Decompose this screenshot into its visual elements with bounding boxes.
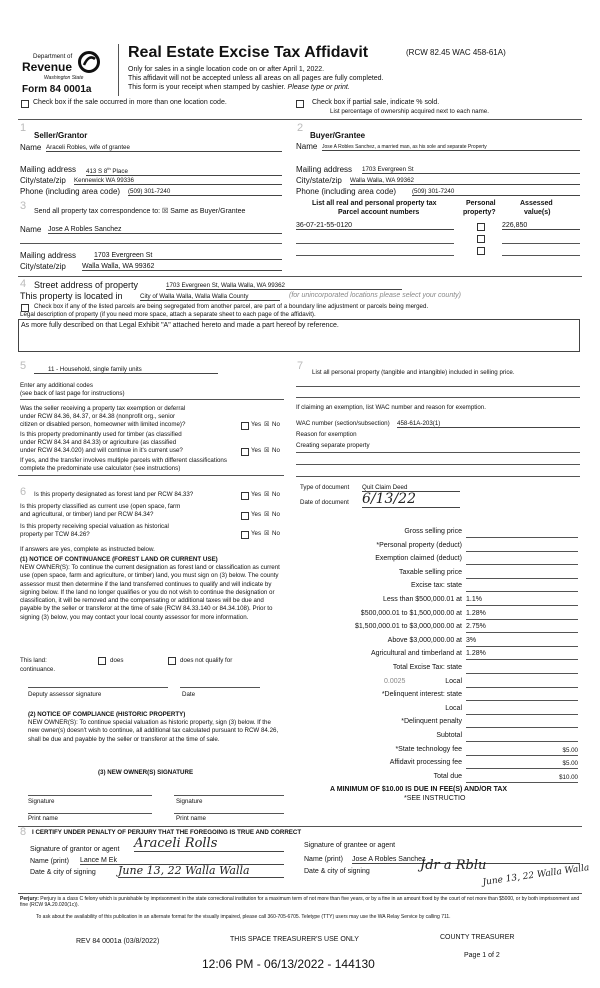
current-use-q2b: and agricultural, or timber) land per RCW 84.34? (20, 511, 154, 518)
section-number-1: 1 (20, 122, 27, 134)
tax-row-value[interactable] (466, 665, 578, 674)
notice1-text: NEW OWNER(S): To continue the current designation as forest land or classification as current use (open space, farm and agriculture, or timber) land, you must sign on (3) below. The county assessor must then determine if the land transferred continues to qualify and will indicate by signing below. If the land no longer qualifies or you do not wish to continue the designation or classification, it will be removed and the compensating or additional taxes will be due and payable by the seller or transferor at the time of sale (RCW 84.33.140 or 84.34.108). Prior to signing (3) below, you may contact your local county assessor for more information. (20, 564, 280, 621)
historical-no-checkbox[interactable]: ☒ (264, 530, 270, 537)
owner-print-label-1: Print name (28, 815, 58, 822)
tax-row-value[interactable] (466, 706, 578, 715)
street-label: Street address of property (34, 280, 139, 290)
current-use-no-label: No (272, 511, 280, 518)
correspondence-city-field[interactable]: Walla Walla, WA 99362 (82, 263, 282, 271)
exemption-no-checkbox[interactable]: ☒ (264, 421, 270, 428)
section-number-3: 3 (20, 200, 27, 212)
grantor-name-field[interactable]: Lance M Ek (80, 857, 284, 865)
forest-no-checkbox[interactable]: ☒ (264, 491, 270, 498)
tax-row-label: Agricultural and timberland at (370, 650, 462, 658)
tax-row-label: Exemption claimed (deduct) (375, 555, 462, 563)
legal-label: Legal description of property (if you need more space, attach a separate sheet to each page of the affidavit). (20, 311, 316, 318)
tax-row-label: Total Excise Tax: state (392, 664, 462, 671)
section-number-7: 7 (297, 360, 304, 372)
tax-row-value[interactable] (466, 570, 578, 579)
tax-row-value[interactable]: $10.00 (466, 774, 578, 783)
section-number-5: 5 (20, 360, 27, 372)
grantee-signature[interactable]: Jdr a Rblu (420, 858, 487, 873)
parcel-header-3a: Assessed (520, 200, 553, 207)
buyer-mail-label: Mailing address (296, 165, 353, 174)
multi-location-checkbox[interactable] (21, 100, 29, 108)
same-as-buyer-checkbox[interactable]: ☒ (162, 208, 169, 215)
grantor-date-label: Date & city of signing (30, 869, 96, 876)
timber-q2b: under RCW 84.34 and 84.33) or agriculture (as classified (20, 439, 177, 446)
correspondence-mail-field[interactable]: 1703 Evergreen St (94, 252, 282, 260)
tax-row-rate: 3% (466, 636, 477, 644)
forest-q1: Is this property designated as forest land per RCW 84.33? (34, 491, 194, 498)
seller-mail-label: Mailing address (20, 165, 77, 174)
tax-row-label: Gross selling price (404, 528, 462, 535)
segregated-label: Check box if any of the listed parcels are being segregated from another parcel, are part of a boundary line adjustment or parcels being merged. (34, 303, 429, 310)
parcel-header-3b: value(s) (524, 209, 551, 216)
tax-row-value[interactable] (466, 556, 578, 565)
grantee-date-label: Date & city of signing (304, 868, 370, 875)
current-use-no-checkbox[interactable]: ☒ (264, 511, 270, 518)
tax-row-value[interactable] (466, 529, 578, 538)
subtitle-1: Only for sales in a single location code on or after April 1, 2022. (128, 66, 325, 73)
seller-name-label: Name (20, 143, 42, 152)
form-number: Form 84 0001a (22, 84, 92, 95)
minimum-due-note: A MINIMUM OF $10.00 IS DUE IN FEE(S) AND/OR TAX (330, 786, 508, 793)
historical-no-label: No (272, 530, 280, 537)
answer-note: If answers are yes, complete as instructed below. (20, 546, 155, 553)
tax-row-label: $500,000.01 to $1,500,000.00 at (360, 609, 462, 617)
owner-print-label-2: Print name (176, 815, 206, 822)
tax-row-label: *State technology fee (395, 745, 462, 753)
exemption-yes-label: Yes (251, 421, 262, 428)
tax-row-label: Taxable selling price (398, 568, 462, 576)
located-hint: (for unincorporated locations please select your county) (289, 292, 461, 299)
personal-property-label: List all personal property (tangible and intangible) included in selling price. (312, 369, 515, 376)
historical-q3a: Is this property receiving special valuation as historical (20, 523, 169, 530)
grantor-date-field[interactable]: June 13, 22 Walla Walla (118, 864, 284, 878)
tax-row-rate: 1.28% (466, 650, 486, 658)
forest-yes-checkbox[interactable] (241, 492, 249, 500)
land-use-code[interactable]: 11 - Household, single family units (34, 366, 218, 374)
tax-row-label: Above $3,000,000.00 at (387, 636, 462, 644)
dept-line1: Department of (33, 53, 73, 60)
tax-row-value[interactable]: $5.00 (466, 747, 578, 756)
parcel-header-1a: List all real and personal property tax (312, 200, 437, 207)
historical-q3b: property per TCW 84.26? (20, 531, 90, 538)
timber-no-checkbox[interactable]: ☒ (264, 447, 270, 454)
buyer-name-field[interactable]: Jose A Robles Sanchez, a married man, as his sole and separate Property (322, 144, 580, 151)
correspondence-name-field[interactable]: Jose A Robles Sanchez (48, 226, 282, 234)
correspondence-name-label: Name (20, 225, 42, 234)
land-does-not-label: does not qualify for (180, 657, 233, 664)
grantor-signature-label: Signature of grantor or agent (30, 846, 120, 853)
land-does-label: does (110, 657, 124, 664)
reason-label: Reason for exemption (296, 431, 357, 438)
current-use-yes-label: Yes (251, 511, 262, 518)
tax-row-value[interactable] (466, 692, 578, 701)
notice3-title: (3) NEW OWNER(S) SIGNATURE (98, 769, 194, 776)
buyer-heading: Buyer/Grantee (310, 131, 366, 140)
personal-property-checkbox-1[interactable] (477, 223, 485, 231)
exemption-q1c: citizen or disabled person, homeowner with limited income)? (20, 421, 186, 428)
seller-phone-field[interactable]: (509) 301-7240 (128, 188, 282, 196)
section-number-4: 4 (20, 278, 27, 290)
tax-row-label: Total due (433, 772, 462, 780)
tax-row-label: *Personal property (deduct) (376, 541, 462, 549)
tax-row-label: *Delinquent penalty (401, 718, 462, 726)
buyer-phone-field[interactable]: (509) 301-7240 (412, 188, 580, 196)
timber-q2c: under RCW 84.34.020) and will continue in it's current use? (20, 447, 183, 454)
buyer-name-label: Name (296, 142, 318, 151)
certify-heading: I CERTIFY UNDER PENALTY OF PERJURY THAT THE FOREGOING IS TRUE AND CORRECT (32, 829, 302, 836)
reason-field[interactable]: Creating separate property (296, 442, 370, 449)
county-treasurer-label: COUNTY TREASURER (440, 934, 515, 941)
tax-row-label: $1,500,000.01 to $3,000,000.00 at (354, 623, 462, 631)
owner-signature-label-2: Signature (176, 798, 203, 805)
tax-row-value[interactable] (466, 638, 578, 647)
page-number: Page 1 of 2 (464, 952, 500, 959)
tax-row-value[interactable] (466, 733, 578, 742)
seller-heading: Seller/Grantor (34, 131, 88, 140)
timber-q2a: Is this property predominantly used for timber (as classified (20, 431, 182, 438)
correspondence-mail-label: Mailing address (20, 251, 77, 260)
tax-row-label: Subtotal (436, 732, 462, 739)
tax-row-value[interactable] (466, 719, 578, 728)
historical-yes-checkbox[interactable] (241, 531, 249, 539)
correspondence-label: Send all property tax correspondence to: ☒ Same as Buyer/Grantee (34, 208, 246, 215)
exemption-yes-checkbox[interactable] (241, 422, 249, 430)
grantee-name-field[interactable]: Jose A Robles Sanchez (352, 856, 580, 864)
legal-description-field[interactable]: As more fully described on that Legal Exhibit "A" attached hereto and made a part hereof by reference. (18, 319, 580, 352)
tax-row-label: Local (445, 704, 462, 712)
document-date-field[interactable]: 6/13/22 (362, 491, 460, 508)
tax-row-rate: 1.28% (466, 609, 486, 617)
grantee-name-label: Name (print) (304, 856, 343, 863)
see-instructions-note: *SEE INSTRUCTIO (404, 795, 466, 802)
document-date-label: Date of document (300, 499, 349, 506)
wac-label: WAC number (section/subsection) (296, 420, 390, 427)
form-title: Real Estate Excise Tax Affidavit (128, 44, 369, 61)
dept-line3: Washington State (44, 75, 84, 81)
forest-yes-label: Yes (251, 491, 262, 498)
assessed-value-1[interactable]: 226,850 (502, 222, 580, 230)
partial-sale-label: Check box if partial sale, indicate % sold. (312, 99, 440, 106)
tax-row-value[interactable] (466, 543, 578, 552)
located-label: This property is located in (20, 291, 123, 301)
perjury-notice: Perjury: Perjury is a class C felony which is punishable by imprisonment in the state correctional institution for a maximum term of not more than five years, or by a fine in an amount fixed by the court of not more than $5000, or by both imprisonment and fine (RCW 9A.20.020(1c)). (20, 896, 580, 908)
tax-row-label: *Delinquent interest: state (381, 691, 462, 699)
tax-row-label: Affidavit processing fee (389, 759, 462, 767)
personal-property-checkbox-2[interactable] (477, 235, 485, 243)
classification-note-a: If yes, and the transfer involves multiple parcels with different classifications (20, 457, 227, 464)
seller-phone-label: Phone (including area code) (20, 187, 121, 196)
land-label: This land: (20, 657, 47, 664)
forest-no-label: No (272, 491, 280, 498)
correspondence-city-label: City/state/zip (20, 262, 66, 271)
buyer-city-label: City/state/zip (296, 176, 342, 185)
tax-row-label: Excise tax: state (411, 582, 462, 590)
parcel-header-1b: Parcel account numbers (338, 209, 420, 216)
tax-row-value[interactable]: $5.00 (466, 760, 578, 769)
parcel-header-2a: Personal (466, 200, 496, 207)
tax-row-value[interactable] (466, 597, 578, 606)
street-field[interactable]: 1703 Evergreen St, Walla Walla, WA 99362 (166, 282, 402, 290)
tax-row-label: Local (445, 677, 462, 685)
grantee-date-field[interactable]: June 13, 22 Walla Walla (482, 863, 591, 888)
dept-logo-text: Revenue (22, 60, 73, 74)
notice2-text: NEW OWNER(S): To continue special valuation as historic property, sign (3) below. If the new owner(s) doesn't wish to continue, all additional tax calculated pursuant to RCW 84.26, shall be due and payable by the seller or transferor at the time of sale. (28, 719, 279, 743)
document-type-field[interactable]: Quit Claim Deed (362, 484, 460, 492)
assessor-signature-label: Deputy assessor signature (28, 691, 102, 698)
partial-sale-checkbox[interactable] (296, 100, 304, 108)
seller-mail-field[interactable]: 413 S 8th Place (86, 166, 282, 176)
section-number-8: 8 (20, 826, 27, 838)
revision-label: REV 84 0001a (03/8/2022) (76, 938, 160, 945)
current-use-yes-checkbox[interactable] (241, 512, 249, 520)
seller-city-label: City/state/zip (20, 176, 66, 185)
revenue-logo-icon (78, 51, 100, 78)
parcel-header-2b: property? (463, 209, 496, 216)
seller-city-field[interactable]: Kennewick WA 99336 (74, 177, 282, 185)
document-type-label: Type of document (300, 484, 350, 491)
subtitle-2: This affidavit will not be accepted unless all areas on all pages are fully completed. (128, 75, 384, 82)
subtitle-3: This form is your receipt when stamped by cashier. Please type or print. (128, 84, 350, 91)
availability-note: To ask about the availability of this publication in an alternate format for the visually impaired, please call 360-705-6705. Teletype (TTY) users may use the WA Relay Service by calling 711. (36, 914, 451, 920)
buyer-mail-field[interactable]: 1703 Evergreen St (362, 166, 580, 174)
tax-row-label: Less than $500,000.01 at (382, 596, 462, 603)
tax-row-value[interactable] (466, 611, 578, 620)
land-does-not-checkbox[interactable] (168, 657, 176, 665)
timber-no-label: No (272, 447, 280, 454)
recording-stamp: 12:06 PM - 06/13/2022 - 144130 (202, 957, 375, 971)
assessor-date-label: Date (182, 691, 196, 698)
notice2-title: (2) NOTICE OF COMPLIANCE (HISTORIC PROPERTY) (28, 711, 186, 718)
grantor-name-label: Name (print) (30, 858, 69, 865)
continuance-label: continuance. (20, 666, 56, 673)
section-number-2: 2 (297, 122, 304, 134)
tax-row-value[interactable] (466, 679, 578, 688)
buyer-city-field[interactable]: Walla Walla, WA 99362 (350, 177, 580, 185)
owner-signature-label-1: Signature (28, 798, 55, 805)
buyer-phone-label: Phone (including area code) (296, 187, 397, 196)
additional-codes-label: Enter any additional codes (20, 382, 93, 389)
current-use-q2a: Is this property classified as current use (open space, farm (20, 503, 181, 510)
exemption-claim-label: If claiming an exemption, list WAC number and reason for exemption. (296, 404, 486, 411)
historical-yes-label: Yes (251, 530, 262, 537)
timber-yes-label: Yes (251, 447, 262, 454)
rcw-reference: (RCW 82.45 WAC 458-61A) (406, 48, 506, 57)
treasurer-use-label: THIS SPACE TREASURER'S USE ONLY (230, 936, 359, 943)
classification-note-b: complete the predominate use calculator (see instructions) (20, 465, 181, 472)
exemption-q1b: under RCW 84.36, 84.37, or 84.38 (nonprofit org., senior (20, 413, 176, 420)
tax-row-rate: 1.1% (466, 596, 482, 603)
located-field[interactable]: City of Walla Walla, Walla Walla County (140, 293, 280, 301)
tax-row-value[interactable] (466, 583, 578, 592)
land-does-checkbox[interactable] (98, 657, 106, 665)
percentage-note: List percentage of ownership acquired next to each name. (330, 108, 489, 115)
tax-row-value[interactable] (466, 651, 578, 660)
personal-property-checkbox-3[interactable] (477, 247, 485, 255)
grantor-signature[interactable]: Araceli Rolls (134, 836, 284, 852)
local-rate: 0.0025 (384, 677, 406, 685)
notice1-title: (1) NOTICE OF CONTINUANCE (FOREST LAND OR CURRENT USE) (20, 556, 218, 563)
tax-row-value[interactable] (466, 624, 578, 633)
grantee-signature-label: Signature of grantee or agent (304, 842, 396, 849)
exemption-no-label: No (272, 421, 280, 428)
parcel-number-1[interactable]: 36-07-21-55-0120 (296, 222, 454, 230)
tax-row-rate: 2.75% (466, 623, 486, 631)
section-number-6: 6 (20, 486, 27, 498)
exemption-q1a: Was the seller receiving a property tax exemption or deferral (20, 405, 186, 412)
additional-codes-note: (see back of last page for instructions) (20, 390, 125, 397)
seller-name-field[interactable]: Araceli Robles, wife of grantee (46, 144, 282, 152)
wac-field[interactable]: 458-61A-203(1) (397, 420, 580, 428)
timber-yes-checkbox[interactable] (241, 448, 249, 456)
multi-location-label: Check box if the sale occurred in more than one location code. (33, 99, 227, 106)
